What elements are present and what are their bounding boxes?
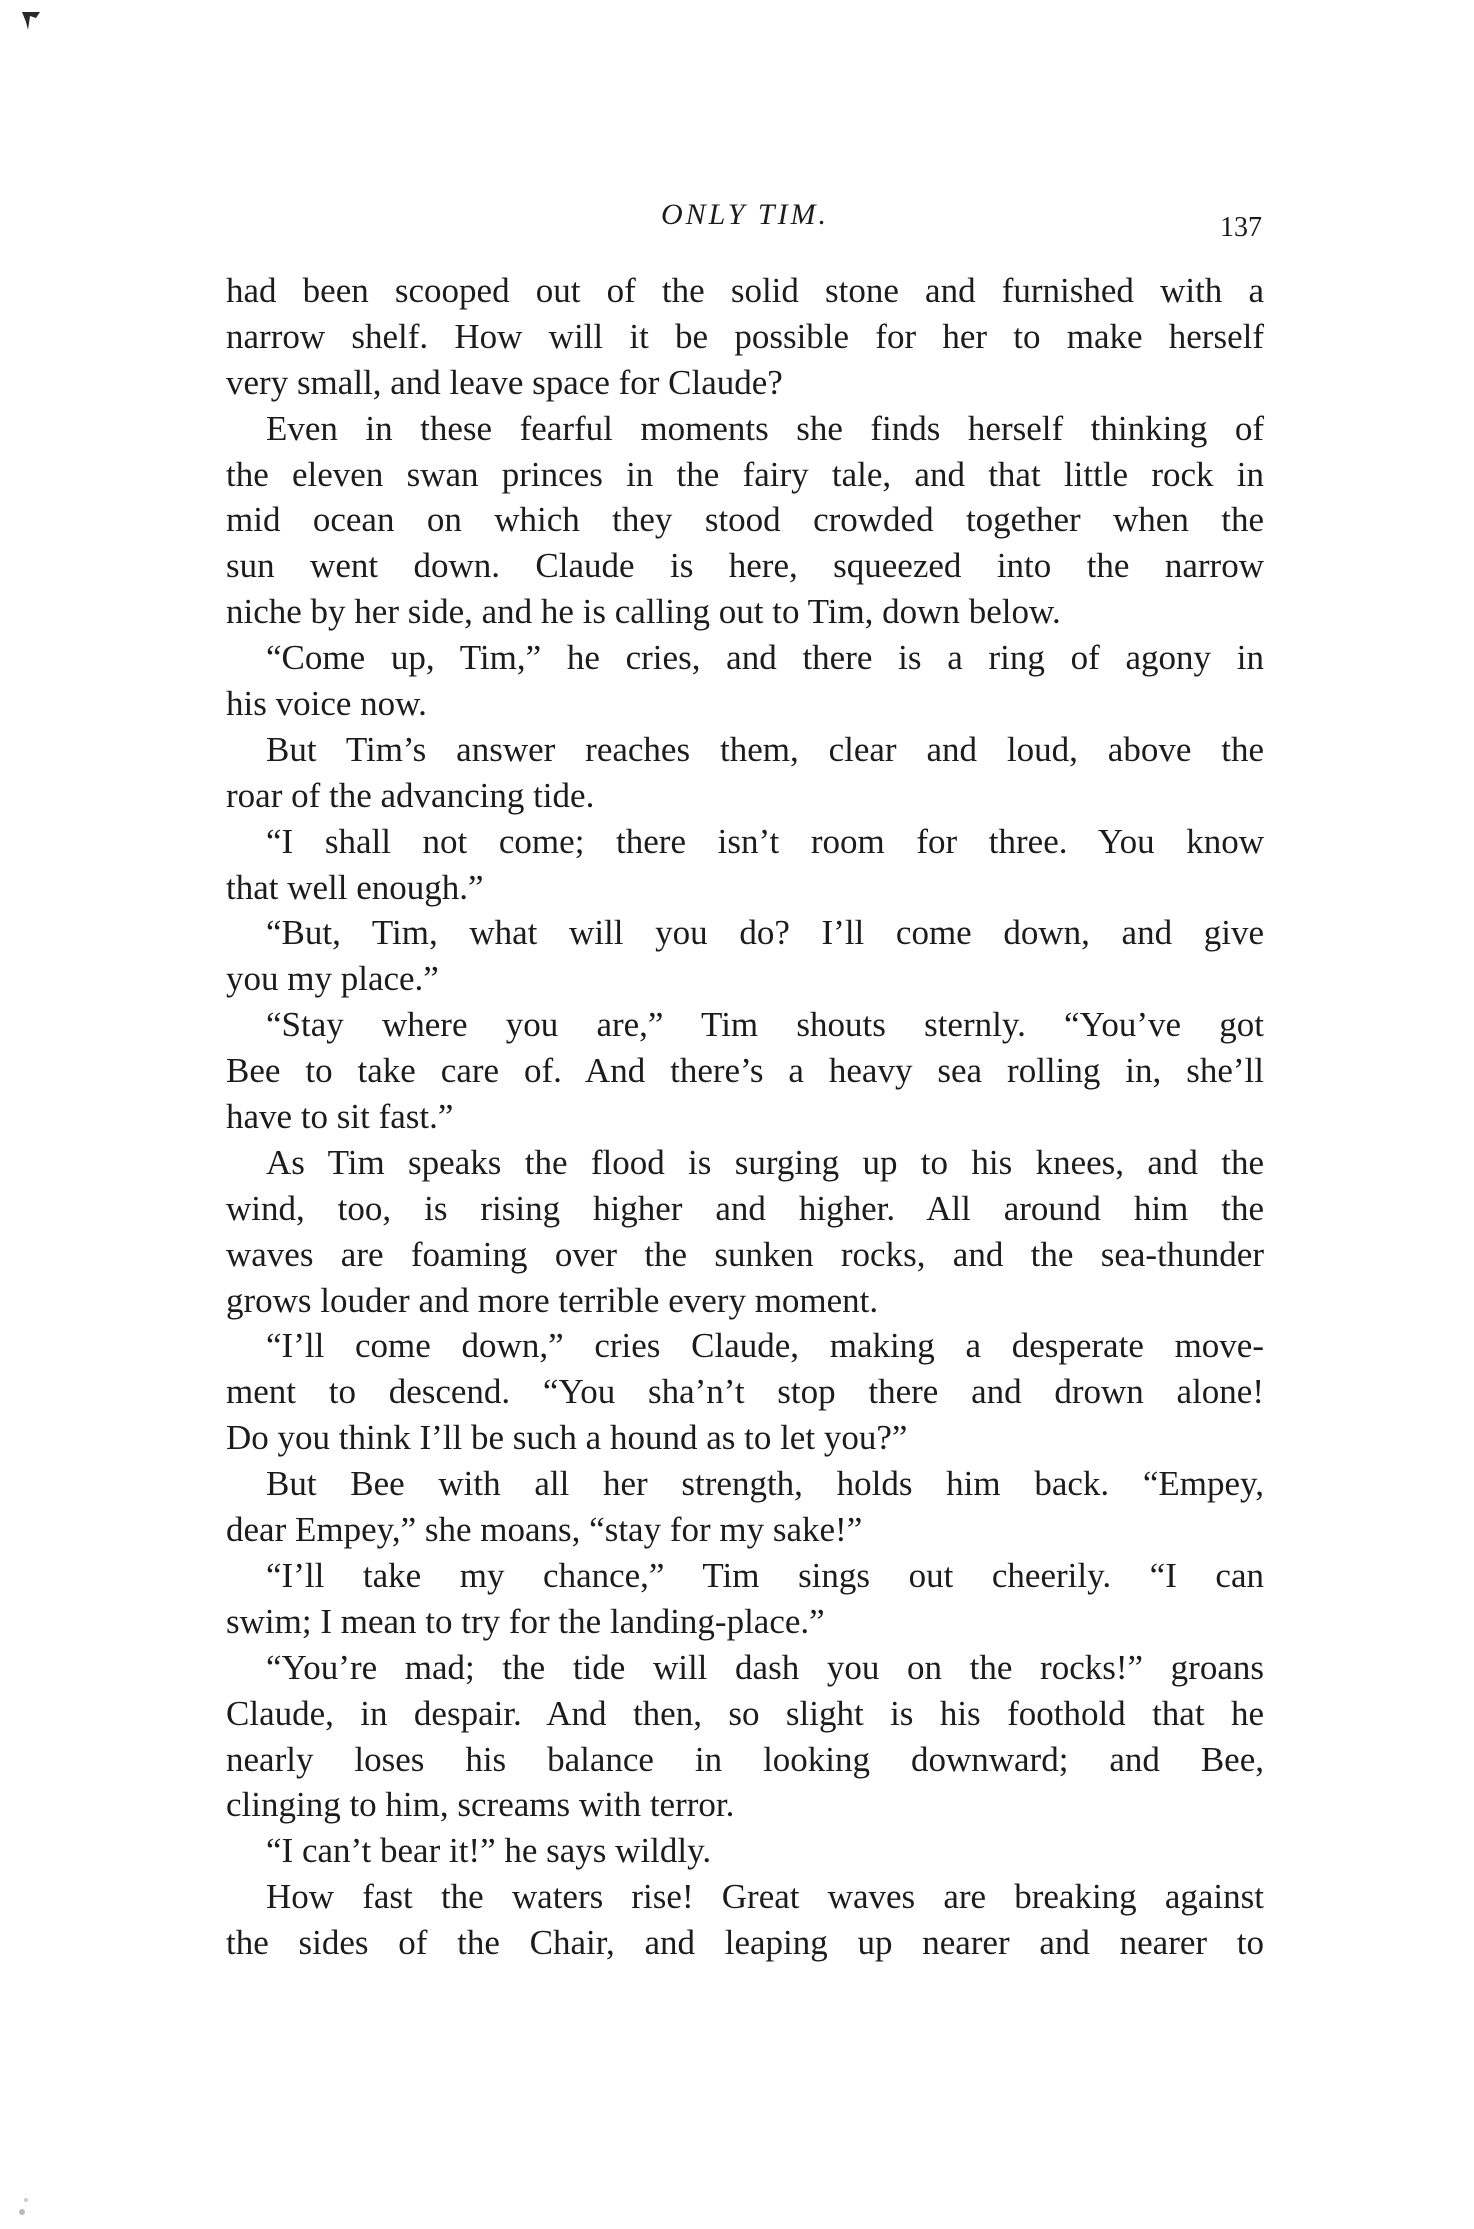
text-line: Even in these fearful moments she finds herself thinking of	[266, 408, 1264, 448]
text-line: Do you think I’ll be such a hound as to let you?”	[226, 1418, 908, 1458]
text-line: dear Empey,” she moans, “stay for my sake!”	[226, 1510, 863, 1550]
text-line: How fast the waters rise! Great waves are breaking against	[266, 1877, 1264, 1917]
text-line: “I’ll take my chance,” Tim sings out cheerily. “I can	[266, 1555, 1264, 1595]
text-line: his voice now.	[226, 684, 427, 724]
text-line: niche by her side, and he is calling out to Tim, down below.	[226, 592, 1061, 632]
text-line: you my place.”	[226, 959, 439, 999]
text-line: waves are foaming over the sunken rocks, and the sea-thunder	[226, 1234, 1264, 1274]
page-number: 137	[1220, 212, 1262, 243]
text-line: have to sit fast.”	[226, 1097, 454, 1137]
text-line: the eleven swan princes in the fairy tale, and that little rock in	[226, 454, 1264, 494]
text-line: “I shall not come; there isn’t room for three. You know	[266, 821, 1264, 861]
body-text	[226, 268, 1264, 1966]
text-line: Bee to take care of. And there’s a heavy sea rolling in, she’ll	[226, 1051, 1264, 1091]
text-line: “Stay where you are,” Tim shouts sternly. “You’ve got	[266, 1005, 1264, 1045]
text-line: mid ocean on which they stood crowded together when the	[226, 500, 1264, 540]
text-line: sun went down. Claude is here, squeezed into the narrow	[226, 546, 1264, 586]
text-line: wind, too, is rising higher and higher. All around him the	[226, 1188, 1264, 1228]
running-head	[228, 198, 1262, 248]
text-line: had been scooped out of the solid stone and furnished with a	[226, 271, 1264, 310]
text-line: ment to descend. “You sha’n’t stop there and drown alone!	[226, 1372, 1264, 1412]
corner-speck-bottom-2	[24, 2198, 28, 2202]
text-line: clinging to him, screams with terror.	[226, 1785, 735, 1825]
text-line: As Tim speaks the flood is surging up to his knees, and the	[266, 1142, 1264, 1182]
text-line: the sides of the Chair, and leaping up nearer and nearer to	[226, 1923, 1264, 1963]
text-line: roar of the advancing tide.	[226, 775, 595, 815]
text-line: “I can’t bear it!” he says wildly.	[266, 1831, 712, 1871]
text-line: very small, and leave space for Claude?	[226, 362, 783, 402]
text-line: swim; I mean to try for the landing-place.”	[226, 1601, 825, 1641]
text-line: But Bee with all her strength, holds him back. “Empey,	[266, 1464, 1264, 1504]
text-line: “Come up, Tim,” he cries, and there is a ring of agony in	[266, 638, 1264, 678]
text-line: nearly loses his balance in looking downward; and Bee,	[226, 1739, 1264, 1779]
text-line: that well enough.”	[226, 867, 484, 907]
text-line: narrow shelf. How will it be possible for her to make herself	[226, 316, 1264, 356]
corner-speck-top	[22, 12, 40, 30]
text-line: “You’re mad; the tide will dash you on the rocks!” groans	[266, 1647, 1264, 1687]
corner-speck-bottom	[19, 2209, 25, 2215]
text-line: “But, Tim, what will you do? I’ll come down, and give	[266, 913, 1264, 953]
text-line: grows louder and more terrible every moment.	[226, 1280, 879, 1320]
text-line: “I’ll come down,” cries Claude, making a desperate move-	[266, 1326, 1264, 1366]
running-title: ONLY TIM.	[660, 198, 830, 231]
text-line: But Tim’s answer reaches them, clear and loud, above the	[266, 729, 1264, 769]
text-line: Claude, in despair. And then, so slight is his foothold that he	[226, 1693, 1264, 1733]
